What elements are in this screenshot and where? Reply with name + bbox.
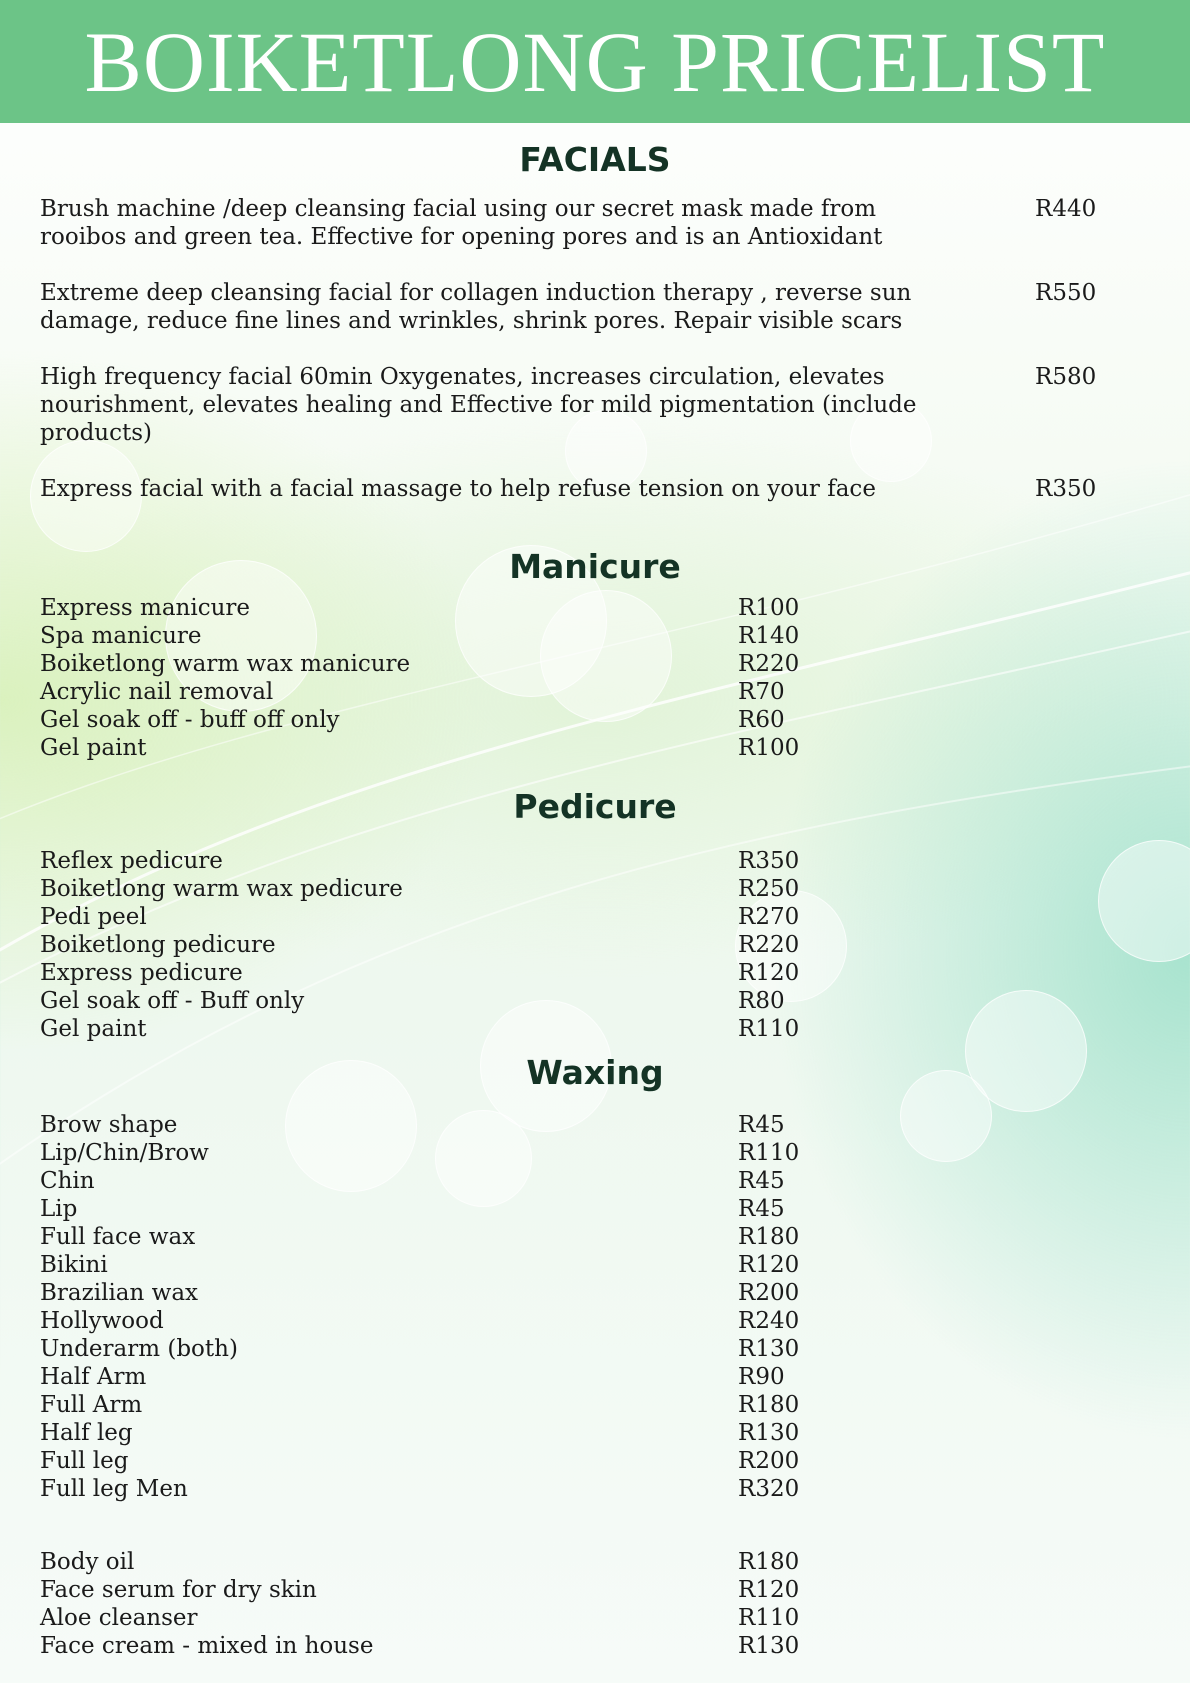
list-item [40,931,840,959]
item-name: Boiketlong warm wax pedicure [40,876,403,902]
item-price: R180 [738,1549,800,1575]
item-price: R220 [738,651,800,677]
list-item [40,1363,840,1391]
item-price: R110 [738,1605,800,1631]
item-name: Body oil [40,1549,135,1575]
products-list [40,1548,840,1660]
list-item [40,1015,840,1043]
item-price: R220 [738,932,800,958]
item-name: Lip [40,1196,78,1222]
list-item [40,1251,840,1279]
bokeh-circle [965,990,1087,1112]
list-item [40,987,840,1015]
item-name: Full face wax [40,1224,196,1250]
item-price: R140 [738,623,800,649]
item-price: R270 [738,904,800,930]
item-name: Express pedicure [40,960,243,986]
item-name: Gel soak off - buff off only [40,707,340,733]
list-item [40,1391,840,1419]
item-description: Express facial with a facial massage to help refuse tension on your face [40,476,876,502]
list-item [40,959,840,987]
item-price: R90 [738,1364,785,1390]
list-item [40,1195,840,1223]
list-item [40,1548,840,1576]
list-item [40,594,840,622]
list-item [40,1335,840,1363]
item-name: Half leg [40,1420,133,1446]
item-price: R180 [738,1392,800,1418]
list-item [40,650,840,678]
item-price: R350 [1035,476,1097,502]
list-item [40,1111,840,1139]
item-name: Underarm (both) [40,1336,238,1362]
list-item [40,1576,840,1604]
page-title: BOIKETLONG PRICELIST [84,13,1106,110]
item-name: Chin [40,1168,95,1194]
item-name: Face serum for dry skin [40,1577,317,1603]
item-price: R120 [738,1577,800,1603]
list-item [40,847,840,875]
section-heading-waxing: Waxing [526,1053,664,1092]
item-price: R100 [738,735,800,761]
item-name: Half Arm [40,1364,147,1390]
item-price: R180 [738,1224,800,1250]
list-item [40,1604,840,1632]
item-name: Full Arm [40,1392,143,1418]
item-price: R580 [1035,364,1097,390]
list-item [40,1279,840,1307]
item-price: R240 [738,1308,800,1334]
item-name: Hollywood [40,1308,164,1334]
item-name: Gel soak off - Buff only [40,988,305,1014]
section-heading-manicure: Manicure [509,547,681,586]
item-name: Bikini [40,1252,108,1278]
item-price: R70 [738,679,785,705]
item-price: R60 [738,707,785,733]
item-description: Brush machine /deep cleansing facial using our secret mask made from rooibos and green tea. Effective for opening pores and is an Antioxidant [40,196,883,250]
item-price: R45 [738,1112,785,1138]
item-price: R130 [738,1420,800,1446]
item-name: Full leg [40,1448,129,1474]
item-price: R45 [738,1168,785,1194]
item-name: Aloe cleanser [40,1605,198,1631]
item-price: R110 [738,1140,800,1166]
item-name: Face cream - mixed in house [40,1633,374,1659]
item-price: R250 [738,876,800,902]
item-name: Acrylic nail removal [40,679,274,705]
item-price: R200 [738,1280,800,1306]
list-item [40,903,840,931]
list-item [40,1307,840,1335]
list-item [40,1447,840,1475]
list-item [40,1475,840,1503]
item-price: R80 [738,988,785,1014]
item-description: Extreme deep cleansing facial for collagen induction therapy , reverse sun damage, reduce fine lines and wrinkles, shrink pores. Repair visible scars [40,280,912,334]
item-name: Brow shape [40,1112,178,1138]
waxing-list [40,1111,840,1503]
pedicure-list [40,847,840,1043]
item-price: R120 [738,960,800,986]
item-price: R130 [738,1633,800,1659]
section-heading-pedicure: Pedicure [513,787,677,826]
list-item [40,1223,840,1251]
title-banner [0,0,1190,123]
item-price: R350 [738,848,800,874]
item-name: Gel paint [40,1016,147,1042]
item-name: Gel paint [40,735,147,761]
item-name: Boiketlong pedicure [40,932,276,958]
item-price: R130 [738,1336,800,1362]
list-item [40,706,840,734]
item-name: Full leg Men [40,1476,188,1502]
item-price: R200 [738,1448,800,1474]
item-name: Spa manicure [40,623,202,649]
item-price: R550 [1035,280,1097,306]
item-price: R110 [738,1016,800,1042]
item-price: R100 [738,595,800,621]
list-item [40,875,840,903]
list-item [40,734,840,762]
item-description: High frequency facial 60min Oxygenates, increases circulation, elevates nourishment, elevates healing and Effective for mild pigmentation (include products) [40,364,917,446]
item-name: Brazilian wax [40,1280,199,1306]
item-name: Express manicure [40,595,250,621]
section-heading-facials: FACIALS [519,140,671,179]
list-item [40,1139,840,1167]
bokeh-circle [1098,840,1190,962]
manicure-list [40,594,840,762]
item-price: R45 [738,1196,785,1222]
item-name: Boiketlong warm wax manicure [40,651,411,677]
item-name: Reflex pedicure [40,848,223,874]
list-item [40,1632,840,1660]
item-price: R120 [738,1252,800,1278]
item-name: Lip/Chin/Brow [40,1140,209,1166]
item-price: R440 [1035,196,1097,222]
list-item [40,1419,840,1447]
list-item [40,622,840,650]
list-item [40,678,840,706]
item-name: Pedi peel [40,904,147,930]
list-item [40,1167,840,1195]
item-price: R320 [738,1476,800,1502]
